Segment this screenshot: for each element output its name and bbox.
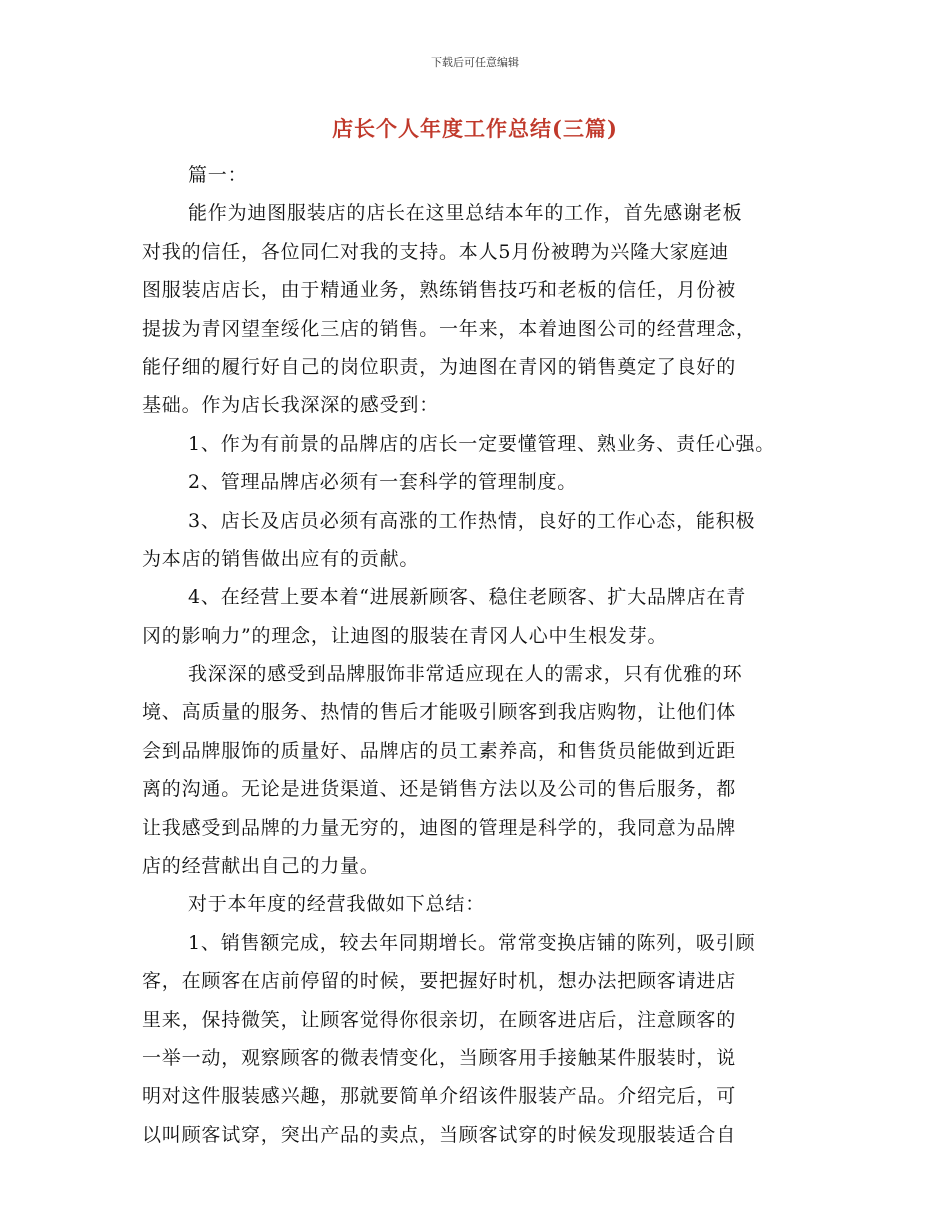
body-line: 客，在顾客在店前停留的时候，要把握好时机，想办法把顾客请进店 [142,970,737,993]
body-line: 离的沟通。无论是进货渠道、还是销售方法以及公司的售后服务，都 [142,778,737,801]
body-line: 图服装店店长，由于精通业务，熟练销售技巧和老板的信任，月份被 [142,279,737,302]
body-line: 能作为迪图服装店的店长在这里总结本年的工作，首先感谢老板 [188,202,743,225]
page-header-note: 下载后可任意编辑 [431,56,519,69]
body-line: 我深深的感受到品牌服饰非常适应现在人的需求，只有优雅的环 [188,663,743,686]
body-line: 店的经营献出自己的力量。 [142,855,380,878]
body-line: 会到品牌服饰的质量好、品牌店的员工素养高，和售货员能做到近距 [142,739,737,762]
body-line: 让我感受到品牌的力量无穷的，迪图的管理是科学的，我同意为品牌 [142,816,737,839]
body-line: 为本店的销售做出应有的贡献。 [142,547,420,570]
body-line: 一举一动，观察顾客的微表情变化，当顾客用手接触某件服装时，说 [142,1046,737,1069]
body-line: 明对这件服装感兴趣，那就要简单介绍该件服装产品。介绍完后，可 [142,1085,737,1108]
body-line: 2、管理品牌店必须有一套科学的管理制度。 [188,471,578,494]
document-body [142,156,822,1154]
body-line: 提拔为青冈望奎绥化三店的销售。一年来，本着迪图公司的经营理念， [142,317,756,340]
body-line: 里来，保持微笑，让顾客觉得你很亲切，在顾客进店后，注意顾客的 [142,1008,737,1031]
document-title: 店长个人年度工作总结(三篇) [332,116,618,141]
body-line: 对我的信任，各位同仁对我的支持。本人5月份被聘为兴隆大家庭迪 [142,240,730,263]
body-line: 4、在经营上要本着“进展新顾客、稳住老顾客、扩大品牌店在青 [188,586,747,609]
body-line: 以叫顾客试穿，突出产品的卖点，当顾客试穿的时候发现服装适合自 [142,1123,737,1146]
body-line: 冈的影响力”的理念，让迪图的服装在青冈人心中生根发芽。 [142,624,668,647]
body-line: 能仔细的履行好自己的岗位职责，为迪图在青冈的销售奠定了良好的 [142,355,737,378]
body-line: 对于本年度的经营我做如下总结： [188,893,486,916]
body-line: 篇一： [188,164,248,186]
body-line: 1、作为有前景的品牌店的店长一定要懂管理、熟业务、责任心强。 [188,432,776,455]
body-line: 基础。作为店长我深深的感受到： [142,394,440,417]
body-line: 3、店长及店员必须有高涨的工作热情，良好的工作心态，能积极 [188,509,756,532]
body-line: 1、销售额完成，较去年同期增长。常常变换店铺的陈列，吸引顾 [188,931,756,954]
body-line: 境、高质量的服务、热情的售后才能吸引顾客到我店购物，让他们体 [142,701,737,724]
